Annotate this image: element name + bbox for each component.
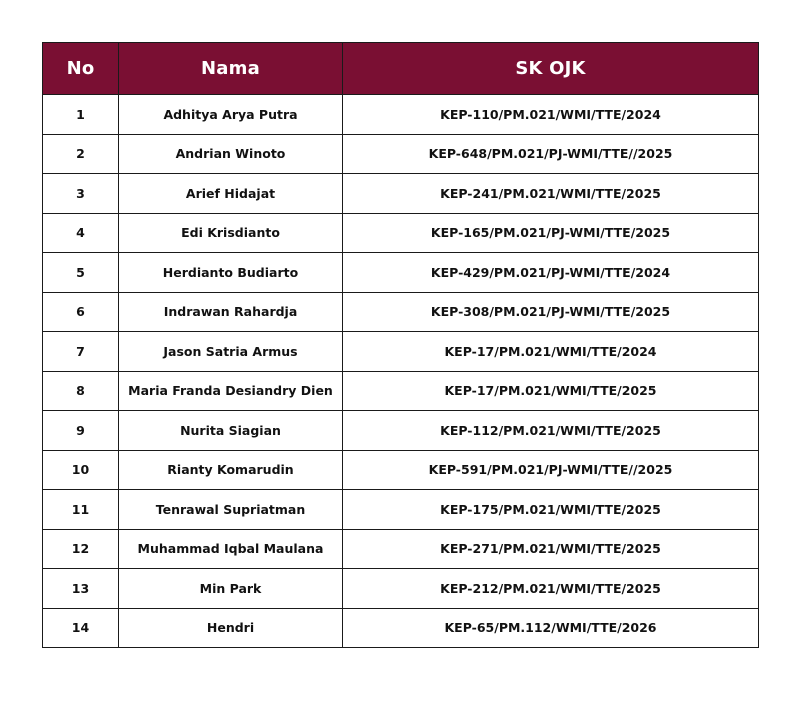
cell-sk: KEP-271/PM.021/WMI/TTE/2025: [343, 529, 759, 569]
sk-ojk-table-sheet: [42, 42, 758, 648]
cell-no: 9: [43, 411, 119, 451]
cell-nama: Hendri: [119, 608, 343, 648]
cell-nama: Adhitya Arya Putra: [119, 95, 343, 135]
table-row: [43, 371, 759, 411]
cell-sk: KEP-65/PM.112/WMI/TTE/2026: [343, 608, 759, 648]
header-nama: Nama: [119, 43, 343, 95]
table-row: [43, 253, 759, 293]
cell-sk: KEP-17/PM.021/WMI/TTE/2025: [343, 371, 759, 411]
cell-nama: Jason Satria Armus: [119, 332, 343, 372]
cell-no: 5: [43, 253, 119, 293]
cell-sk: KEP-648/PM.021/PJ-WMI/TTE//2025: [343, 134, 759, 174]
cell-nama: Maria Franda Desiandry Dien: [119, 371, 343, 411]
cell-nama: Tenrawal Supriatman: [119, 490, 343, 530]
cell-no: 12: [43, 529, 119, 569]
cell-nama: Rianty Komarudin: [119, 450, 343, 490]
cell-no: 4: [43, 213, 119, 253]
cell-sk: KEP-17/PM.021/WMI/TTE/2024: [343, 332, 759, 372]
cell-no: 8: [43, 371, 119, 411]
table-row: [43, 490, 759, 530]
table-row: [43, 213, 759, 253]
cell-nama: Nurita Siagian: [119, 411, 343, 451]
table-row: [43, 569, 759, 609]
cell-sk: KEP-591/PM.021/PJ-WMI/TTE//2025: [343, 450, 759, 490]
sk-ojk-table: [42, 42, 759, 648]
cell-sk: KEP-212/PM.021/WMI/TTE/2025: [343, 569, 759, 609]
cell-no: 3: [43, 174, 119, 214]
table-row: [43, 292, 759, 332]
cell-sk: KEP-110/PM.021/WMI/TTE/2024: [343, 95, 759, 135]
cell-no: 14: [43, 608, 119, 648]
cell-no: 6: [43, 292, 119, 332]
cell-sk: KEP-165/PM.021/PJ-WMI/TTE/2025: [343, 213, 759, 253]
cell-nama: Arief Hidajat: [119, 174, 343, 214]
cell-sk: KEP-429/PM.021/PJ-WMI/TTE/2024: [343, 253, 759, 293]
table-row: [43, 608, 759, 648]
table-row: [43, 529, 759, 569]
cell-sk: KEP-308/PM.021/PJ-WMI/TTE/2025: [343, 292, 759, 332]
table-row: [43, 174, 759, 214]
cell-nama: Muhammad Iqbal Maulana: [119, 529, 343, 569]
cell-sk: KEP-241/PM.021/WMI/TTE/2025: [343, 174, 759, 214]
cell-no: 7: [43, 332, 119, 372]
cell-sk: KEP-175/PM.021/WMI/TTE/2025: [343, 490, 759, 530]
cell-nama: Herdianto Budiarto: [119, 253, 343, 293]
table-row: [43, 95, 759, 135]
cell-no: 13: [43, 569, 119, 609]
table-body: [43, 95, 759, 648]
table-header-row: [43, 43, 759, 95]
cell-nama: Edi Krisdianto: [119, 213, 343, 253]
table-row: [43, 411, 759, 451]
cell-no: 11: [43, 490, 119, 530]
cell-sk: KEP-112/PM.021/WMI/TTE/2025: [343, 411, 759, 451]
cell-nama: Andrian Winoto: [119, 134, 343, 174]
cell-no: 10: [43, 450, 119, 490]
cell-nama: Min Park: [119, 569, 343, 609]
cell-no: 1: [43, 95, 119, 135]
cell-nama: Indrawan Rahardja: [119, 292, 343, 332]
header-sk-ojk: SK OJK: [343, 43, 759, 95]
cell-no: 2: [43, 134, 119, 174]
table-row: [43, 450, 759, 490]
table-row: [43, 134, 759, 174]
header-no: No: [43, 43, 119, 95]
table-row: [43, 332, 759, 372]
